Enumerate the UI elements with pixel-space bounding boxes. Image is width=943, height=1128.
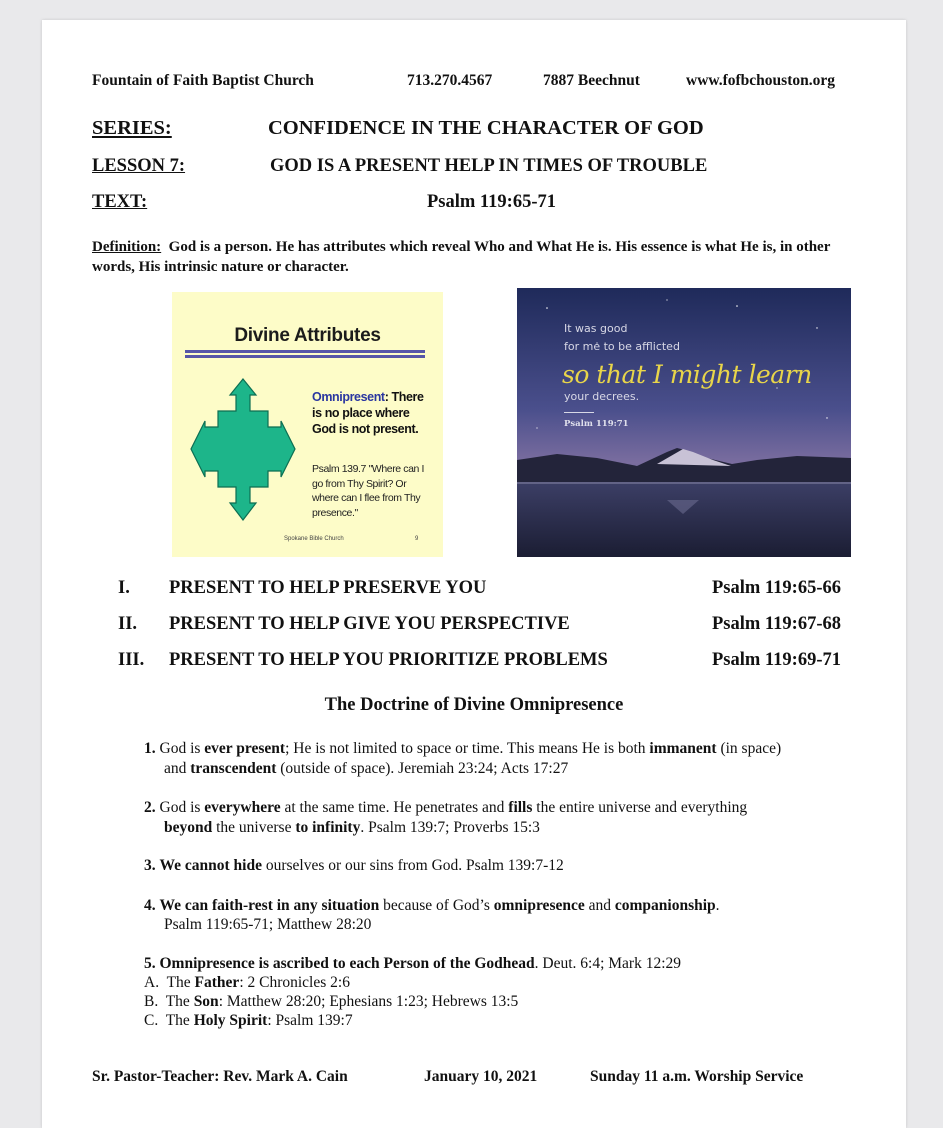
- slide-title: Divine Attributes: [234, 325, 381, 346]
- doctrine-point-4: [144, 896, 720, 916]
- point-bold: ever present: [204, 740, 286, 757]
- point-text: ; He is not limited to space or time. This means He is both: [285, 740, 650, 757]
- photo-line-1: It was good: [564, 322, 628, 335]
- sub-letter: B.: [144, 993, 159, 1010]
- photo-divider: [564, 412, 594, 413]
- doctrine-point-1-cont: [164, 759, 568, 779]
- point-text: . Deut. 6:4; Mark 12:29: [534, 955, 682, 972]
- point-bold: We can faith-rest in any situation: [159, 897, 380, 914]
- point-bold: immanent: [649, 740, 717, 757]
- point-text: .: [715, 897, 720, 914]
- doctrine-sub-a: [144, 973, 350, 993]
- church-name: Fountain of Faith Baptist Church: [92, 72, 314, 89]
- point-text: the entire universe and everything: [532, 799, 748, 816]
- point-text: . Psalm 139:7; Proverbs 15:3: [360, 819, 540, 836]
- sub-text: : Matthew 28:20; Ephesians 1:23; Hebrews 13:5: [218, 993, 519, 1010]
- point-text: ourselves or our sins from God. Psalm 139:7-12: [261, 857, 564, 874]
- footer-date: January 10, 2021: [424, 1068, 538, 1085]
- sub-bold: Father: [194, 974, 240, 991]
- point-bold: beyond: [164, 819, 213, 836]
- point-text: God is: [159, 799, 205, 816]
- point-bold: everywhere: [204, 799, 281, 816]
- point-text: and: [584, 897, 615, 914]
- doctrine-sub-b: [144, 992, 518, 1012]
- sub-letter: A.: [144, 974, 160, 991]
- point-number: 4.: [144, 897, 156, 914]
- church-phone: 713.270.4567: [407, 72, 493, 89]
- outline-ref-1: Psalm 119:65-66: [712, 578, 841, 598]
- divine-attributes-slide: [172, 292, 443, 557]
- footer-service: Sunday 11 a.m. Worship Service: [590, 1068, 804, 1085]
- church-website: www.fofbchouston.org: [686, 72, 835, 89]
- point-number: 2.: [144, 799, 156, 816]
- point-text: Psalm 119:65-71; Matthew 28:20: [164, 916, 372, 933]
- point-bold: omnipresence: [493, 897, 585, 914]
- photo-script-line: so that I might learn: [562, 360, 812, 389]
- doctrine-sub-c: [144, 1011, 353, 1031]
- slide-footer-left: Spokane Bible Church: [284, 536, 344, 542]
- doctrine-point-5: [144, 954, 681, 974]
- doctrine-point-3: [144, 856, 564, 876]
- point-bold: transcendent: [190, 760, 277, 777]
- footer-pastor: Sr. Pastor-Teacher: Rev. Mark A. Cain: [92, 1068, 348, 1085]
- slide-rule: [185, 350, 425, 353]
- text-reference: Psalm 119:65-71: [427, 192, 556, 212]
- lesson-label: LESSON 7:: [92, 156, 186, 176]
- outline-title-2: PRESENT TO HELP GIVE YOU PERSPECTIVE: [169, 614, 570, 634]
- slide-verse: Psalm 139.7 "Where can I go from Thy Spirit? Or where can I flee from Thy presence.": [312, 463, 425, 519]
- lesson-title: GOD IS A PRESENT HELP IN TIMES OF TROUBLE: [270, 156, 708, 176]
- text-label: TEXT:: [92, 192, 148, 212]
- point-text: and: [164, 760, 191, 777]
- outline-ref-2: Psalm 119:67-68: [712, 614, 841, 634]
- point-text: at the same time. He penetrates and: [280, 799, 509, 816]
- point-text: (outside of space). Jeremiah 23:24; Acts 17:27: [276, 760, 569, 777]
- series-title: CONFIDENCE IN THE CHARACTER OF GOD: [268, 117, 704, 139]
- outline-numeral-3: III.: [118, 650, 145, 670]
- photo-line-3: your decrees.: [564, 390, 640, 403]
- omnipresent-term: Omnipresent: [312, 390, 385, 404]
- slide-rule: [185, 355, 425, 358]
- outline-title-1: PRESENT TO HELP PRESERVE YOU: [169, 578, 487, 598]
- point-bold: to infinity: [295, 819, 361, 836]
- doctrine-title: The Doctrine of Divine Omnipresence: [324, 695, 624, 715]
- point-bold: companionship: [614, 897, 716, 914]
- point-text: God is: [159, 740, 205, 757]
- doctrine-point-1: [144, 739, 781, 759]
- slide-footer-right: 9: [415, 536, 419, 542]
- scripture-photo: [517, 288, 851, 557]
- definition-label: Definition:: [92, 239, 162, 255]
- outline-numeral-2: II.: [118, 614, 138, 634]
- sub-text: : 2 Chronicles 2:6: [239, 974, 350, 991]
- point-number: 3.: [144, 857, 156, 874]
- point-text: the universe: [212, 819, 296, 836]
- point-text: (in space): [716, 740, 782, 757]
- outline-title-3: PRESENT TO HELP YOU PRIORITIZE PROBLEMS: [169, 650, 608, 670]
- point-text: because of God’s: [379, 897, 494, 914]
- outline-numeral-1: I.: [118, 578, 130, 598]
- sub-letter: C.: [144, 1012, 159, 1029]
- four-way-arrow-icon: [188, 377, 298, 522]
- sub-text: The: [165, 993, 194, 1010]
- church-address: 7887 Beechnut: [543, 72, 640, 89]
- photo-reference: Psalm 119:71: [564, 419, 629, 429]
- point-bold: We cannot hide: [159, 857, 262, 874]
- slide-term: [312, 389, 432, 437]
- doctrine-point-4-cont: [164, 915, 371, 935]
- doctrine-point-2-cont: [164, 818, 540, 838]
- point-number: 1.: [144, 740, 156, 757]
- point-bold: Omnipresence is ascribed to each Person of the Godhead: [159, 955, 535, 972]
- doctrine-point-2: [144, 798, 747, 818]
- sub-text: The: [166, 974, 195, 991]
- series-label: SERIES:: [92, 117, 172, 139]
- sub-bold: Holy Spirit: [193, 1012, 268, 1029]
- photo-line-2: for me to be afflicted: [564, 340, 680, 353]
- term-description: : There is no place where God is not present.: [312, 390, 424, 436]
- sub-text: The: [165, 1012, 194, 1029]
- point-bold: fills: [508, 799, 533, 816]
- definition: [92, 237, 852, 277]
- point-number: 5.: [144, 955, 156, 972]
- sub-bold: Son: [193, 993, 219, 1010]
- outline-ref-3: Psalm 119:69-71: [712, 650, 841, 670]
- document-page: [42, 20, 906, 1128]
- sub-text: : Psalm 139:7: [267, 1012, 353, 1029]
- definition-body: God is a person. He has attributes which reveal Who and What He is. His essence is what He is, in other words, His intrinsic nature or character.: [92, 239, 831, 275]
